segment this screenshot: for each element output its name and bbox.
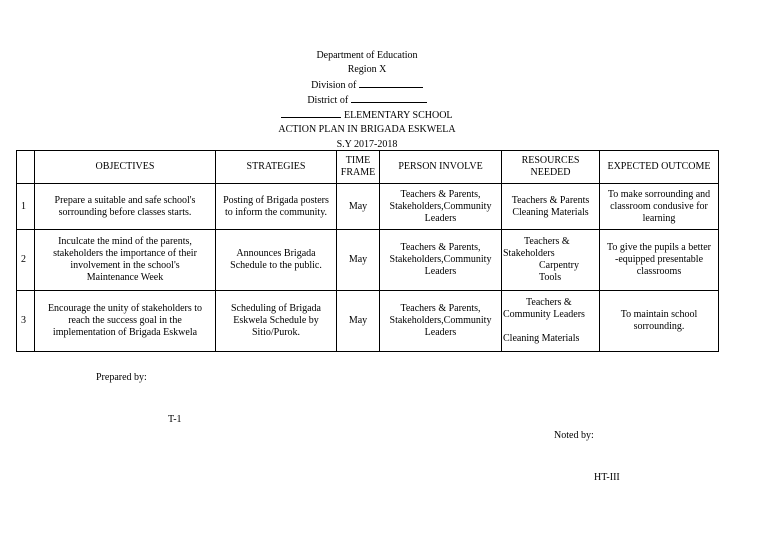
resource-line: Carpentry xyxy=(539,260,579,271)
resources-header-line1: RESOURCES xyxy=(521,155,580,166)
person-line: Stakeholders,Community xyxy=(389,315,492,326)
table-row xyxy=(17,291,719,352)
outcome-line: To maintain school xyxy=(620,309,698,320)
person-line: Leaders xyxy=(424,266,457,277)
outcome-line: classroom condusive for xyxy=(610,200,708,212)
strategy-line: Eskwela Schedule by xyxy=(233,315,319,326)
strategy-cell xyxy=(216,291,337,352)
outcome-line: To give the pupils a better xyxy=(607,242,711,253)
expected-outcome-cell xyxy=(600,291,719,352)
document-title: ACTION PLAN IN BRIGADA ESKWELA xyxy=(278,124,456,136)
resource-line: Cleaning Materials xyxy=(512,206,589,218)
region-line: Region X xyxy=(347,64,387,76)
noter-position: HT-III xyxy=(594,472,620,483)
table-header-row xyxy=(17,151,719,184)
person-line: Teachers & Parents, xyxy=(400,303,481,314)
objective-line: Prepare a suitable and safe school's xyxy=(54,194,196,206)
person-line: Teachers & Parents, xyxy=(400,188,481,200)
objective-cell xyxy=(35,184,216,230)
person-line: Leaders xyxy=(424,327,457,338)
resources-cell xyxy=(502,230,600,291)
division-blank xyxy=(359,78,423,88)
person-involve-cell xyxy=(380,291,502,352)
resource-line: Teachers & Parents xyxy=(511,194,590,206)
objective-line: Inculcate the mind of the parents, xyxy=(58,236,192,247)
resources-cell xyxy=(502,184,600,230)
resources-header-line2: NEEDED xyxy=(530,167,571,178)
outcome-line: sorrounding. xyxy=(633,321,685,332)
time-frame-header-line1: TIME xyxy=(345,155,371,166)
table-row xyxy=(17,230,719,291)
school-label: ELEMENTARY SCHOOL xyxy=(343,110,453,122)
person-line: Stakeholders,Community xyxy=(389,200,492,212)
resources-column-header xyxy=(502,151,600,184)
school-year: S.Y 2017-2018 xyxy=(336,138,398,150)
row-number: 3 xyxy=(17,291,35,352)
strategy-line: to inform the community. xyxy=(224,206,328,218)
objective-line: implementation of Brigada Eskwela xyxy=(52,327,198,338)
person-line: Stakeholders,Community xyxy=(389,254,492,265)
prepared-by-label: Prepared by: xyxy=(96,372,147,383)
time-frame-cell: May xyxy=(337,291,380,352)
objectives-column-header: OBJECTIVES xyxy=(35,151,216,184)
row-number: 1 xyxy=(17,184,35,230)
resource-line: Cleaning Materials xyxy=(503,333,580,344)
school-blank xyxy=(281,108,341,118)
strategy-cell xyxy=(216,184,337,230)
strategy-line: Sitio/Purok. xyxy=(251,327,301,338)
objective-line: reach the success goal in the xyxy=(68,315,182,326)
district-label: District of xyxy=(307,94,349,106)
resource-line: Tools xyxy=(539,272,562,283)
objective-line: stakeholders the importance of their xyxy=(53,248,197,259)
person-involve-column-header: PERSON INVOLVE xyxy=(380,151,502,184)
document-header xyxy=(0,49,734,152)
expected-outcome-cell xyxy=(600,230,719,291)
strategy-line: Scheduling of Brigada xyxy=(231,303,321,314)
district-line xyxy=(0,93,734,108)
action-plan-table xyxy=(16,150,719,352)
outcome-line: classrooms xyxy=(636,266,682,277)
strategy-line: Announces Brigada xyxy=(236,248,316,259)
number-column-header xyxy=(17,151,35,184)
person-line: Leaders xyxy=(424,212,457,224)
objective-line: involvement in the school's xyxy=(70,260,180,271)
district-blank xyxy=(351,93,427,103)
time-frame-cell: May xyxy=(337,230,380,291)
objective-line: Maintenance Week xyxy=(86,272,164,283)
strategy-line: Schedule to the public. xyxy=(230,260,322,271)
resource-line: Community Leaders xyxy=(503,309,585,320)
strategy-cell xyxy=(216,230,337,291)
objective-cell xyxy=(35,291,216,352)
table-row xyxy=(17,184,719,230)
person-involve-cell xyxy=(380,230,502,291)
expected-outcome-cell xyxy=(600,184,719,230)
row-number: 2 xyxy=(17,230,35,291)
outcome-line: To make sorrounding and xyxy=(607,188,711,200)
outcome-line: learning xyxy=(642,212,676,224)
time-frame-column-header xyxy=(337,151,380,184)
outcome-line: -equipped presentable xyxy=(614,254,704,265)
person-involve-cell xyxy=(380,184,502,230)
division-line xyxy=(0,78,734,93)
department-line: Department of Education xyxy=(316,50,418,61)
expected-outcome-column-header: EXPECTED OUTCOME xyxy=(600,151,719,184)
objective-line: Encourage the unity of stakeholders to xyxy=(47,303,203,314)
time-frame-cell: May xyxy=(337,184,380,230)
strategies-column-header: STRATEGIES xyxy=(216,151,337,184)
objective-cell xyxy=(35,230,216,291)
resource-line: Teachers & xyxy=(524,236,570,247)
time-frame-header-line2: FRAME xyxy=(340,167,376,178)
preparer-position: T-1 xyxy=(168,414,182,425)
school-line xyxy=(0,108,734,123)
resource-line: Stakeholders xyxy=(503,248,555,259)
resources-cell xyxy=(502,291,600,352)
objective-line: sorrounding before classes starts. xyxy=(58,206,192,218)
noted-by-label: Noted by: xyxy=(554,430,594,441)
resource-line: Teachers & xyxy=(526,297,572,308)
strategy-line: Posting of Brigada posters xyxy=(223,194,329,206)
division-label: Division of xyxy=(311,79,357,91)
person-line: Teachers & Parents, xyxy=(400,242,481,253)
